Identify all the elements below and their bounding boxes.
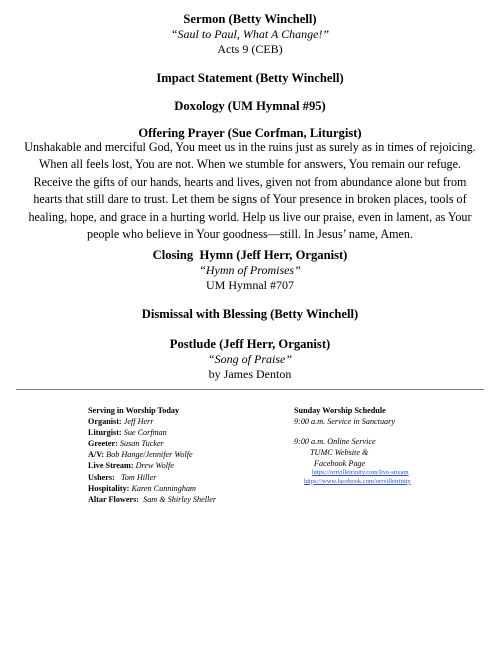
offering-prayer-heading: Offering Prayer (Sue Corfman, Liturgist) xyxy=(138,126,362,140)
sermon-section xyxy=(0,12,500,57)
sermon-scripture: Acts 9 (CEB) xyxy=(217,42,283,56)
schedule-online: 9:00 a.m. Online Service xyxy=(294,437,376,447)
worship-schedule xyxy=(294,405,444,486)
live-stream-link[interactable]: https://orrvilletrinity.com/live-stream xyxy=(312,469,409,477)
closing-hymn-number: UM Hymnal #707 xyxy=(206,278,294,292)
serving-role-row: Liturgist: Sue Corfman xyxy=(88,428,167,438)
facebook-link[interactable]: https://www.facebook.com/orrvilletrinity xyxy=(304,477,411,485)
postlude-section xyxy=(0,337,500,382)
prayer-line: When all feels lost, You are not. When we stumble for answers, You remain our refuge. xyxy=(39,157,461,172)
serving-role-row: Organist: Jeff Herr xyxy=(88,417,154,427)
serving-role-row: Ushers: Tom Hiller xyxy=(88,472,157,482)
closing-hymn-title: “Hymn of Promises” xyxy=(199,263,301,277)
dismissal-heading: Dismissal with Blessing (Betty Winchell) xyxy=(141,307,359,321)
closing-hymn-section xyxy=(0,248,500,293)
serving-role-row: Greeter: Susan Tucker xyxy=(88,439,164,449)
serving-role-row: Live Stream: Drew Wolfe xyxy=(88,461,174,471)
postlude-composer: by James Denton xyxy=(208,367,292,381)
schedule-facebook: Facebook Page xyxy=(314,459,366,469)
schedule-website: TUMC Website & xyxy=(310,448,369,458)
prayer-line: people who believe in Your goodness—still. In Jesus’ name, Amen. xyxy=(87,227,413,242)
schedule-sanctuary: 9:00 a.m. Service in Sanctuary xyxy=(294,417,395,427)
doxology-heading: Doxology (UM Hymnal #95) xyxy=(174,99,326,113)
prayer-line: healing, hope, and grace in a hurting world. Help us live our praise, even in lament, as Your xyxy=(28,209,472,224)
impact-section xyxy=(0,71,500,86)
serving-in-worship xyxy=(88,405,216,505)
sermon-title: “Saul to Paul, What A Change!” xyxy=(170,27,330,41)
serving-role-row: A/V: Bob Hange/Jennifer Wolfe xyxy=(88,450,193,460)
schedule-heading: Sunday Worship Schedule xyxy=(294,406,386,415)
offering-prayer-text xyxy=(14,139,486,243)
doxology-section xyxy=(0,99,500,114)
closing-hymn-heading: Closing Hymn (Jeff Herr, Organist) xyxy=(152,248,348,262)
divider xyxy=(16,389,484,390)
impact-heading: Impact Statement (Betty Winchell) xyxy=(156,71,344,85)
prayer-line: Unshakable and merciful God, You meet us in the ruins just as surely as in times of rejoicing. xyxy=(24,140,476,154)
serving-role-row: Altar Flowers: Sam & Shirley Sheller xyxy=(88,494,217,504)
postlude-title: “Song of Praise” xyxy=(207,352,292,366)
prayer-line: hearts that still dare to trust. Let them be signs of Your presence in broken places, tools of xyxy=(33,192,467,207)
serving-heading: Serving in Worship Today xyxy=(88,406,180,415)
serving-role-row: Hospitality: Karen Cunningham xyxy=(88,483,196,493)
dismissal-section xyxy=(0,307,500,322)
sermon-heading: Sermon (Betty Winchell) xyxy=(183,12,317,26)
postlude-heading: Postlude (Jeff Herr, Organist) xyxy=(169,337,331,351)
prayer-line: Receive the gifts of our hands, hearts and lives, given not from abundance alone but from xyxy=(33,174,467,189)
